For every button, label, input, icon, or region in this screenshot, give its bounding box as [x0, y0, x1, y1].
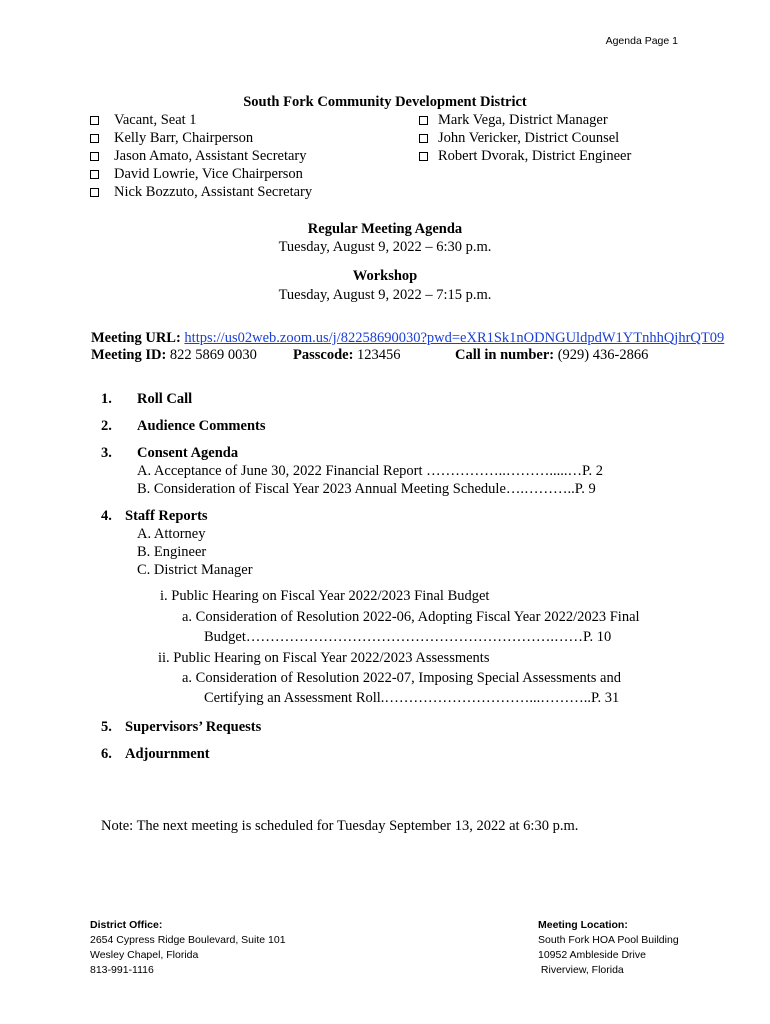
agenda-item-6-number: 6. [101, 746, 112, 762]
meeting-url-link[interactable]: https://us02web.zoom.us/j/82258690030?pwd=eXR1Sk1nODNGUldpdW1YTnhhQjhrQT09 [184, 330, 725, 346]
meeting-url-label: Meeting URL: [91, 330, 181, 346]
agenda-item-4a: A. Attorney [137, 526, 206, 542]
member-name: David Lowrie, Vice Chairperson [114, 166, 303, 182]
callin-label: Call in number: [455, 347, 555, 363]
agenda-item-5-number: 5. [101, 719, 112, 735]
member-name: Vacant, Seat 1 [114, 112, 197, 128]
passcode-label: Passcode: [293, 347, 354, 363]
agenda-item-3-number: 3. [101, 445, 112, 461]
passcode-line [293, 347, 401, 364]
checkbox-icon [90, 170, 99, 179]
checkbox-icon [419, 134, 428, 143]
regular-meeting-datetime: Tuesday, August 9, 2022 – 6:30 p.m. [278, 239, 492, 255]
meeting-id-label: Meeting ID: [91, 347, 167, 363]
next-meeting-note: Note: The next meeting is scheduled for Tuesday September 13, 2022 at 6:30 p.m. [101, 818, 579, 834]
meeting-id-value: 822 5869 0030 [169, 347, 257, 363]
agenda-item-4c-i: i. Public Hearing on Fiscal Year 2022/2023 Final Budget [160, 588, 490, 604]
district-office-heading: District Office: [90, 919, 163, 931]
agenda-item-4-title: Staff Reports [125, 508, 208, 524]
checkbox-icon [90, 134, 99, 143]
agenda-item-4c-i-a-line1: a. Consideration of Resolution 2022-06, Adopting Fiscal Year 2022/2023 Final [182, 609, 640, 625]
member-name: Robert Dvorak, District Engineer [438, 148, 632, 164]
agenda-item-4-number: 4. [101, 508, 112, 524]
agenda-item-5-title: Supervisors’ Requests [125, 719, 262, 735]
agenda-item-3b: B. Consideration of Fiscal Year 2023 Annual Meeting Schedule….………..P. 9 [137, 481, 596, 497]
district-office-address-line1: 2654 Cypress Ridge Boulevard, Suite 101 [90, 934, 286, 946]
page-label: Agenda Page 1 [605, 35, 678, 47]
meeting-id-line [91, 347, 257, 364]
agenda-item-4c-ii-a-line1: a. Consideration of Resolution 2022-07, Imposing Special Assessments and [182, 670, 621, 686]
agenda-item-4c-ii: ii. Public Hearing on Fiscal Year 2022/2023 Assessments [158, 650, 490, 666]
agenda-item-2-number: 2. [101, 418, 112, 434]
agenda-item-4c-i-a-line2: Budget……………………………………………………….……P. 10 [204, 629, 612, 645]
member-name: Jason Amato, Assistant Secretary [114, 148, 307, 164]
member-row [90, 129, 312, 147]
district-title: South Fork Community Development District [243, 94, 527, 110]
district-office-address-line2: Wesley Chapel, Florida [90, 949, 199, 961]
agenda-item-4b: B. Engineer [137, 544, 207, 560]
footer-meeting-location [538, 918, 679, 978]
member-row [90, 147, 312, 165]
checkbox-icon [90, 188, 99, 197]
checkbox-icon [419, 152, 428, 161]
meeting-url-line [91, 330, 724, 347]
passcode-value: 123456 [357, 347, 401, 363]
member-name: Kelly Barr, Chairperson [114, 130, 254, 146]
district-office-phone: 813-991-1116 [90, 964, 154, 976]
member-name: Mark Vega, District Manager [438, 112, 608, 128]
checkbox-icon [90, 152, 99, 161]
checkbox-icon [419, 116, 428, 125]
meeting-location-line3: Riverview, Florida [538, 964, 624, 976]
agenda-item-1-title: Roll Call [137, 391, 193, 407]
member-row [90, 111, 312, 129]
footer-district-office [90, 918, 286, 978]
regular-meeting-heading: Regular Meeting Agenda [307, 221, 463, 237]
agenda-item-1-number: 1. [101, 391, 112, 407]
agenda-item-6-title: Adjournment [125, 746, 210, 762]
meeting-location-line1: South Fork HOA Pool Building [538, 934, 679, 946]
meeting-location-line2: 10952 Ambleside Drive [538, 949, 646, 961]
callin-line [455, 347, 648, 364]
member-name: John Vericker, District Counsel [438, 130, 620, 146]
agenda-item-3-title: Consent Agenda [137, 445, 239, 461]
member-row [419, 129, 631, 147]
agenda-item-3a: A. Acceptance of June 30, 2022 Financial Report ……………..……….....…P. 2 [137, 463, 603, 479]
agenda-item-4c: C. District Manager [137, 562, 253, 578]
member-row [90, 183, 312, 201]
workshop-datetime: Tuesday, August 9, 2022 – 7:15 p.m. [278, 287, 492, 303]
agenda-item-4c-ii-a-line2: Certifying an Assessment Roll.…………………………...………..P. 31 [204, 690, 620, 706]
agenda-item-2-title: Audience Comments [137, 418, 266, 434]
workshop-heading: Workshop [352, 268, 418, 284]
member-name: Nick Bozzuto, Assistant Secretary [114, 184, 313, 200]
members-left [90, 111, 312, 201]
member-row [419, 147, 631, 165]
callin-value: (929) 436-2866 [557, 347, 649, 363]
meeting-location-heading: Meeting Location: [538, 919, 628, 931]
members-right [419, 111, 631, 165]
checkbox-icon [90, 116, 99, 125]
member-row [90, 165, 312, 183]
member-row [419, 111, 631, 129]
